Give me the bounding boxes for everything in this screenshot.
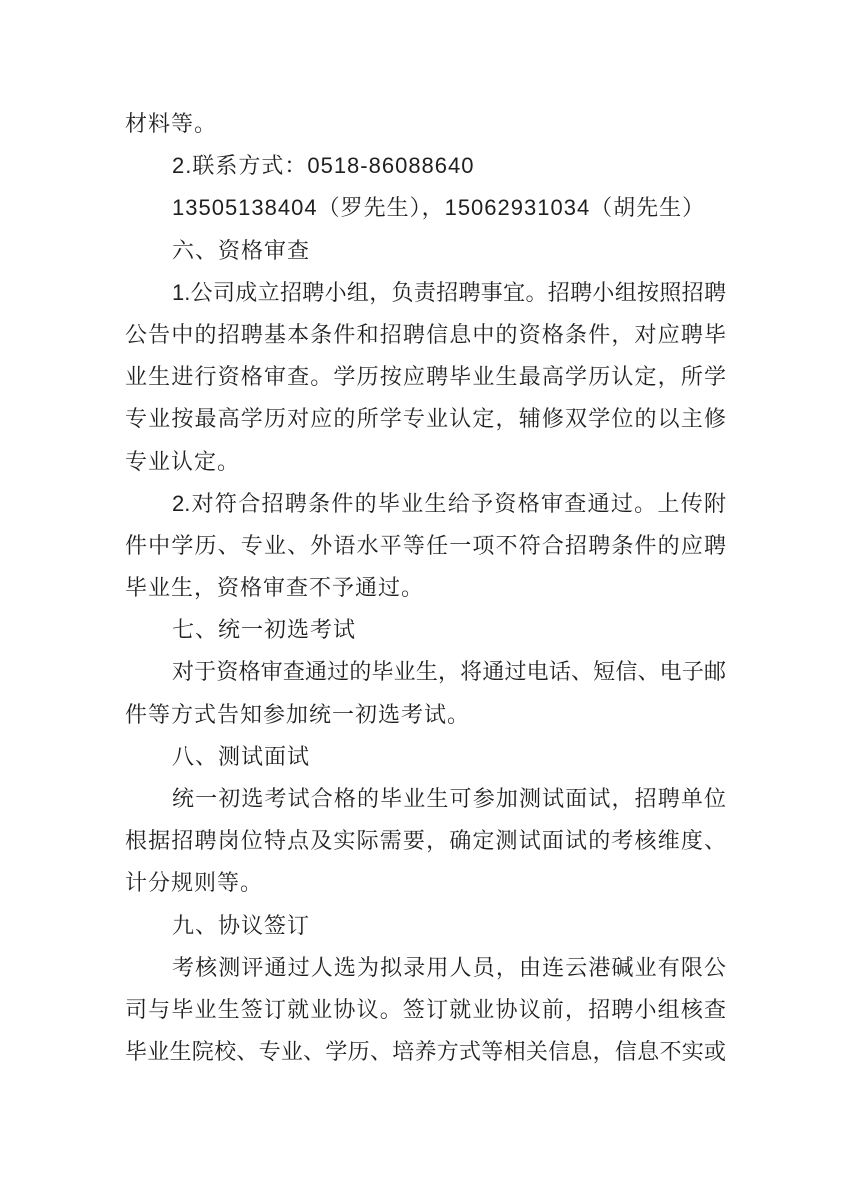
text-line: 材料等。: [125, 111, 218, 136]
text-line: 九、协议签订: [172, 912, 311, 938]
text-line: 司与毕业生签订就业协议。签订就业协议前，招聘小组核查: [125, 996, 726, 1022]
text-line: 业生进行资格审查。学历按应聘毕业生最高学历认定，所学: [125, 364, 726, 390]
text-line: 件等方式告知参加统一初选考试。: [125, 701, 471, 727]
text-line: 2.对符合招聘条件的毕业生给予资格审查通过。上传附: [172, 490, 726, 516]
text-line: 专业按最高学历对应的所学专业认定，辅修双学位的以主修: [125, 406, 726, 432]
text-line: 根据招聘岗位特点及实际需要，确定测试面试的考核维度、: [125, 828, 726, 854]
text-line: 专业认定。: [125, 448, 241, 474]
text-line: 毕业生院校、专业、学历、培养方式等相关信息，信息不实或: [125, 1039, 726, 1065]
text-line: 六、资格审查: [172, 237, 311, 263]
text-line: 13505138404（罗先生），15062931034（胡先生）: [172, 195, 706, 221]
text-line: 统一初选考试合格的毕业生可参加测试面试，招聘单位: [172, 786, 726, 811]
text-line: 件中学历、专业、外语水平等任一项不符合招聘条件的应聘: [125, 532, 726, 558]
text-line: 对于资格审查通过的毕业生，将通过电话、短信、电子邮: [172, 659, 726, 685]
text-line: 七、统一初选考试: [172, 617, 357, 643]
text-line: 公告中的招聘基本条件和招聘信息中的资格条件，对应聘毕: [125, 321, 726, 347]
text-line: 1.公司成立招聘小组，负责招聘事宜。招聘小组按照招聘: [172, 279, 726, 305]
text-line: 毕业生，资格审查不予通过。: [125, 575, 425, 601]
document-text-block: [125, 103, 726, 1073]
text-line: 八、测试面试: [172, 743, 311, 769]
text-line: 考核测评通过人选为拟录用人员，由连云港碱业有限公: [172, 954, 726, 980]
text-line: 计分规则等。: [125, 870, 264, 896]
text-line: 2.联系方式：0518-86088640: [172, 153, 475, 179]
